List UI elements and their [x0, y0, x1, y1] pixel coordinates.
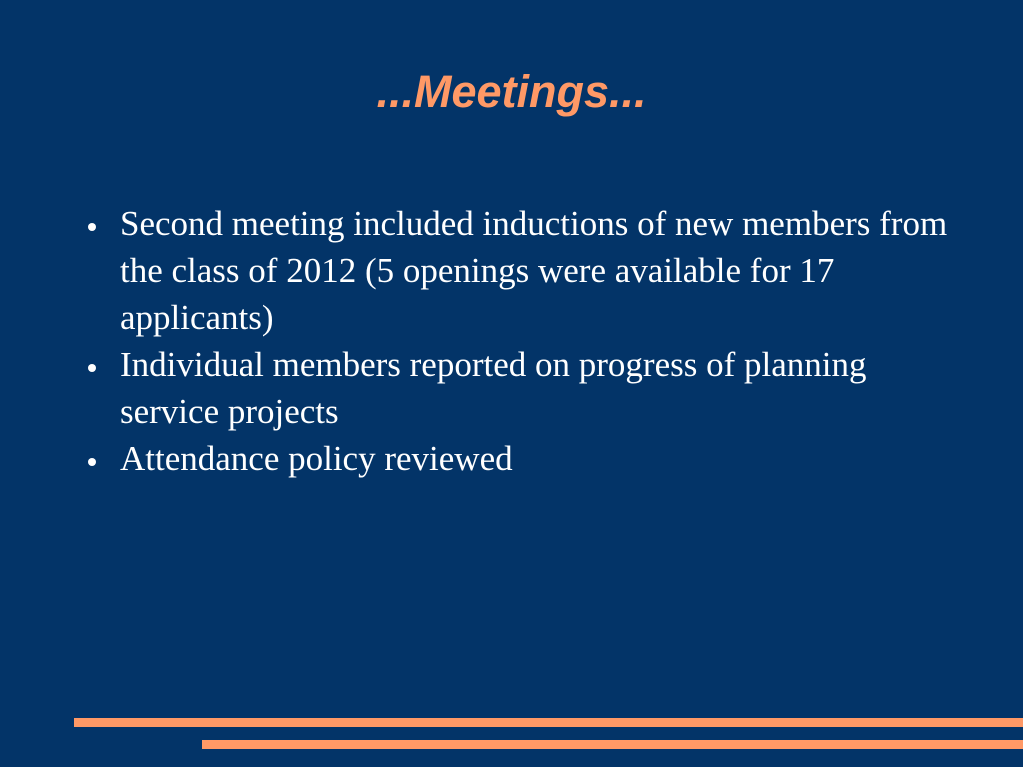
bullet-dot-icon	[88, 364, 96, 372]
bullet-text: Attendance policy reviewed	[120, 439, 513, 478]
bullet-dot-icon	[88, 223, 96, 231]
bullet-item	[86, 200, 966, 341]
bullet-item	[86, 435, 966, 482]
bullet-list	[86, 200, 966, 482]
decorative-rule-bottom	[202, 740, 1023, 749]
decorative-rule-top	[74, 718, 1023, 727]
bullet-dot-icon	[88, 458, 96, 466]
bullet-item	[86, 341, 966, 435]
bullet-text: Second meeting included inductions of new members from the class of 2012 (5 openings were available for 17 applicants)	[120, 204, 948, 337]
slide-title: ...Meetings...	[376, 66, 647, 117]
bullet-text: Individual members reported on progress of planning service projects	[120, 345, 867, 431]
